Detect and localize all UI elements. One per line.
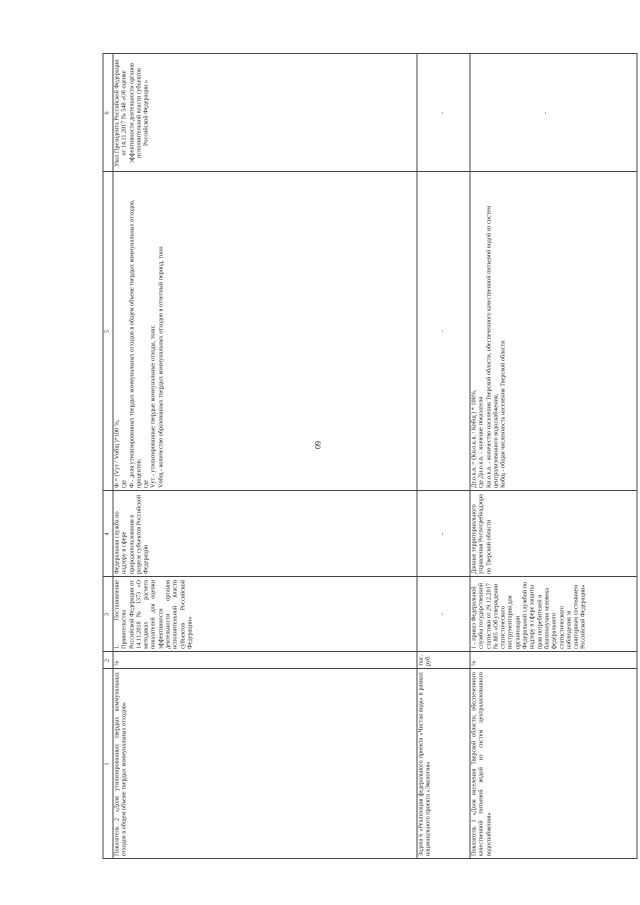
table-cell-reference: - <box>541 111 549 114</box>
table-cell-unit: тыс. руб. <box>417 652 432 666</box>
page-number: 60 <box>313 441 322 449</box>
header-col-3: 3 <box>104 612 111 616</box>
table-cell-unit: % <box>470 660 478 666</box>
table-cell-source: Федеральная служба по надзору в сфере природопользования в разрезе субъектов Российской Федерации <box>113 492 150 574</box>
table-cell-formula: Ф = (Vут / Vобщ )*100 %, где Ф - доля утилизированных твердых коммунальных отходов в общем объеме твердых коммунальных отходов, процентов; где Vут - утилизированные твердые коммунальные отходы, тонн; Vобщ - количество образованных твердых коммунальных отходов в отчетный период, тонн <box>113 199 165 488</box>
header-col-6: 6 <box>104 111 111 114</box>
table-cell-reference: Указ Президента Российской Федерации от 14.11.2017 № 548 «Об оценке эффективности деятельности органов исполнительной власти субъектов Российской Федерации » <box>113 57 150 167</box>
table-cell-indicator: Показатель 1 «Доля населения Тверской области, обеспеченного качественной питьевой водой из систем централизованного водоснабжения» <box>470 669 493 856</box>
table-cell-basis: 1. Постановление Правительства Российской Федерации от 14.11.2018 № 1373 «О методиках расчета показателей для оценки эффективности деятельности органов исполнительной власти субъектов Российской Федерации» <box>113 577 194 649</box>
table-cell-indicator: Задача 6 «Реализация федерального проекта «Чистая вода» в рамках национального проекта «Экология» <box>417 669 432 856</box>
table-cell-basis: 1 - приказ Федеральной службы государственной статистики от 29.12.2017 № 885 «Об утверждении статистического инструментария для организации Федеральной службой по надзору в сфере защиты прав потребителей и благополучия человека федерального статистического наблюдения за санитарным состоянием Российской Федерации» <box>470 579 587 649</box>
header-col-5: 5 <box>104 329 111 333</box>
table-cell-formula: Дт.о.к.в. = (Кн.о.к.в. / Кобщ ) * 100%, где Дн.о.к.в. - значение показателя Кн.о.к.в. - количество населения Тверской области, обеспеченного качественной питьевой водой из систем централизованного водоснабжения, Кобщ - общая численность населения Тверской области <box>470 205 507 488</box>
table-cell-source: - <box>438 532 446 535</box>
table-cell-source: Данные территориального управления Роспотребнадзора по Тверской области <box>470 492 493 574</box>
header-col-2: 2 <box>104 658 111 662</box>
table-cell-formula: - <box>438 329 446 333</box>
header-col-4: 4 <box>104 532 111 535</box>
table-cell-reference: - <box>438 111 446 114</box>
header-col-1: 1 <box>104 762 111 765</box>
table-cell-basis: - <box>438 612 446 616</box>
rotated-table <box>103 53 638 859</box>
grid-line <box>637 53 638 859</box>
table-cell-indicator: Показатель 2 «Доля утилизированных твердых коммунальных отходов в общем объеме твердых коммунальных отходов» <box>113 669 128 856</box>
table-cell-unit: % <box>113 660 121 666</box>
